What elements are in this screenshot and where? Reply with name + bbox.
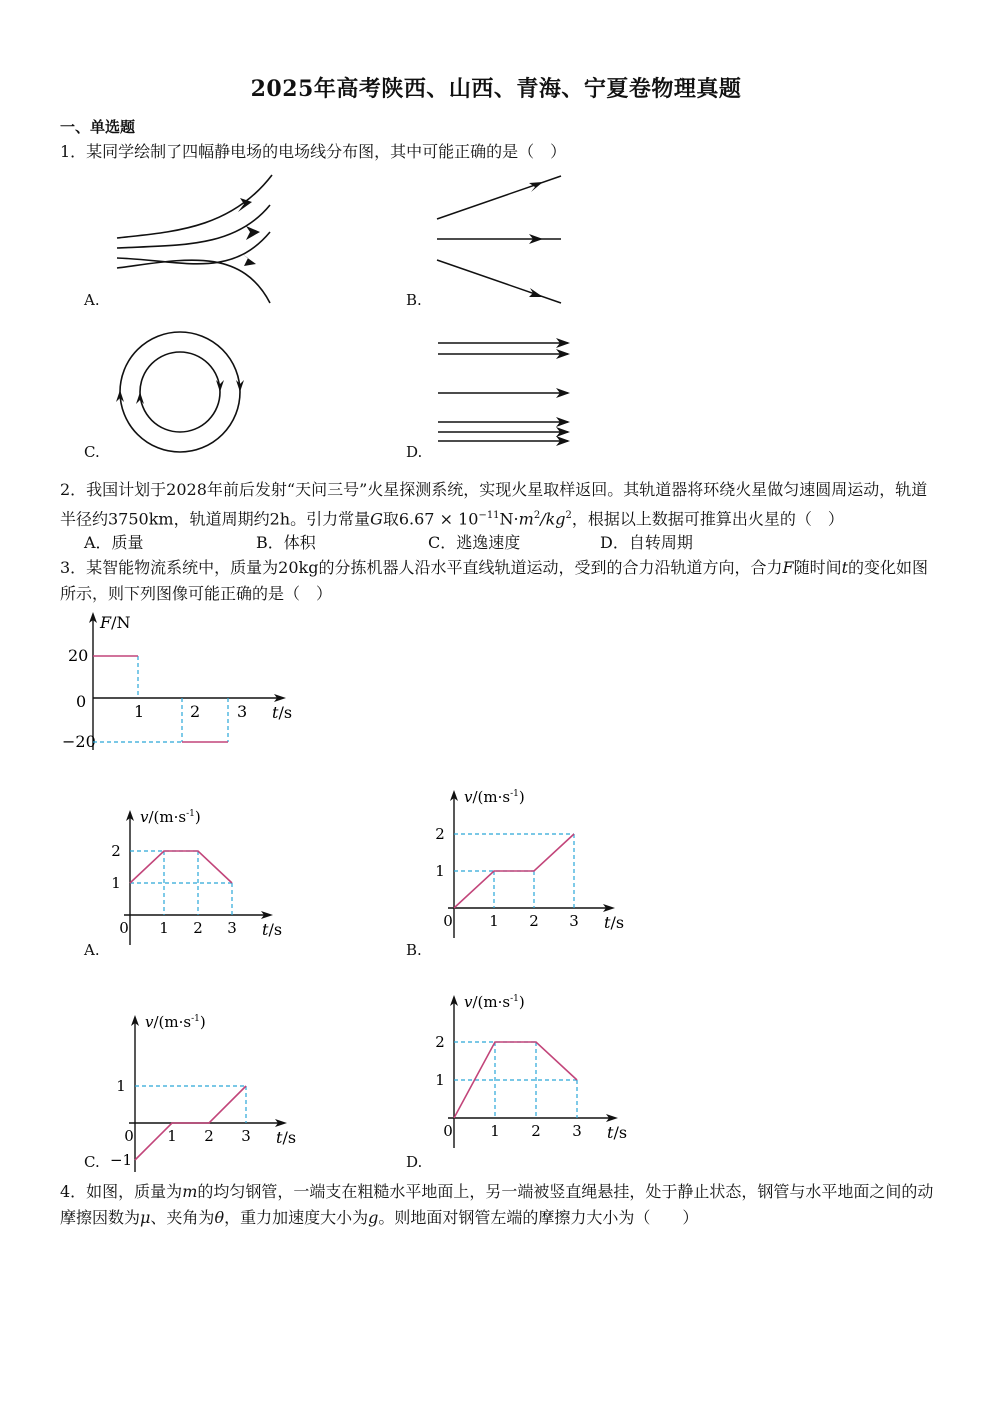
q1-diagram-c xyxy=(115,330,245,455)
y-tick-label: 2 xyxy=(111,842,121,860)
y-tick-label: 1 xyxy=(111,874,121,892)
y-axis-label: $v/(m\cdot s^{-1})$ xyxy=(140,808,201,826)
y-axis-label: $v/(m\cdot s^{-1})$ xyxy=(145,1013,206,1031)
arrow-head xyxy=(242,254,256,266)
v-graph-c xyxy=(109,1005,300,1169)
v-graph-d xyxy=(432,985,632,1165)
tick-neg20: −20 xyxy=(62,732,96,751)
q2-option-a: A．质量 xyxy=(84,533,144,552)
x-tick-label: 3 xyxy=(227,919,237,937)
q2-option-c: C．逃逸速度 xyxy=(428,533,521,552)
x-tick-label: 0 xyxy=(443,912,453,930)
y-tick-label: 2 xyxy=(435,1033,445,1051)
q1-label-d: D. xyxy=(406,443,423,461)
y-axis-label: $v/(m\cdot s^{-1})$ xyxy=(464,788,525,806)
q1-label-b: B. xyxy=(406,291,422,309)
y-axis-label: $v/(m\cdot s^{-1})$ xyxy=(464,993,525,1011)
x-tick-label: 3 xyxy=(572,1122,582,1140)
tick-20: 20 xyxy=(68,646,89,665)
question-4-text: 4．如图，质量为m的均匀钢管，一端支在粗糙水平地面上，另一端被竖直绳悬挂，处于静止状态，钢管与水平地面之间的动摩擦因数为μ、夹角为θ，重力加速度大小为g。则地面对钢管左端的摩擦力大小为（ ） xyxy=(60,1182,934,1227)
x-tick-label: 3 xyxy=(569,912,579,930)
y-tick-label: 1 xyxy=(116,1077,126,1095)
svg-text:F/N: F/N xyxy=(100,613,131,632)
q1-diagram-b xyxy=(435,172,565,307)
question-2-text: 2．我国计划于2028年前后发射“天问三号”火星探测系统，实现火星取样返回。其轨道器将环绕火星做匀速圆周运动，轨道半径约3750km，轨道周期约2h。引力常量G取$6.67 \times 10^{-11}N\cdot m^2/kg^2$，根据以上数据可推算出火星的（ ） xyxy=(60,480,928,529)
x-tick-label: 2 xyxy=(529,912,539,930)
section-heading: 一、单选题 xyxy=(60,118,136,136)
x-axis-label: t/s xyxy=(607,1123,628,1142)
y-tick-label: 1 xyxy=(435,862,445,880)
question-2-options xyxy=(84,530,772,553)
q1-diagram-d xyxy=(436,338,576,453)
x-axis-label: t/s xyxy=(604,913,625,932)
x-tick-label: 0 xyxy=(124,1127,134,1145)
x-tick-label: 2 xyxy=(204,1127,214,1145)
arrow-head xyxy=(246,226,260,240)
x-tick-label: 0 xyxy=(443,1122,453,1140)
question-1-text: 1．某同学绘制了四幅静电场的电场线分布图，其中可能正确的是（ ） xyxy=(60,142,567,161)
force-time-graph xyxy=(60,610,300,760)
velocity-curve xyxy=(454,1042,577,1118)
q1-label-c: C. xyxy=(84,443,100,461)
x-tick-label: 1 xyxy=(159,919,169,937)
x-tick-label: 2 xyxy=(193,919,203,937)
tick-x2: 2 xyxy=(190,702,201,721)
q2-option-b: B．体积 xyxy=(256,533,316,552)
y-tick-label: 1 xyxy=(435,1071,445,1089)
field-line xyxy=(117,260,270,303)
q2-option-d: D．自转周期 xyxy=(600,533,693,552)
svg-text:t/s: t/s xyxy=(272,703,293,722)
page-title: 2025年高考陕西、山西、青海、宁夏卷物理真题 xyxy=(250,76,742,102)
q3-label-d: D. xyxy=(406,1153,423,1171)
v-graph-b xyxy=(432,780,625,950)
q3-label-a: A. xyxy=(84,941,100,959)
tick-x1: 1 xyxy=(134,702,145,721)
question-3-text: 3．某智能物流系统中，质量为20kg的分拣机器人沿水平直线轨道运动，受到的合力沿轨道方向，合力F随时间t的变化如图所示，则下列图像可能正确的是（ ） xyxy=(60,558,929,603)
q1-diagram-a xyxy=(110,170,290,310)
y-tick-label: 2 xyxy=(435,825,445,843)
x-tick-label: 2 xyxy=(531,1122,541,1140)
x-axis-label: t/s xyxy=(262,920,283,939)
x-tick-label: 1 xyxy=(490,1122,500,1140)
tick-x3: 3 xyxy=(237,702,248,721)
x-tick-label: 0 xyxy=(119,919,129,937)
arrow-head xyxy=(136,392,144,404)
tick-0: 0 xyxy=(76,692,87,711)
x-tick-label: 1 xyxy=(489,912,499,930)
x-tick-label: 3 xyxy=(241,1127,251,1145)
field-line xyxy=(117,232,270,264)
v-graph-a xyxy=(110,800,283,950)
x-tick-label: 1 xyxy=(167,1127,177,1145)
q3-label-c: C. xyxy=(84,1153,100,1171)
x-axis-label: t/s xyxy=(276,1128,297,1147)
y-tick-label: −1 xyxy=(109,1151,133,1169)
q1-label-a: A. xyxy=(84,291,100,309)
arrow-head xyxy=(216,380,224,392)
q3-label-b: B. xyxy=(406,941,422,959)
velocity-curve xyxy=(130,851,232,883)
arrow-head xyxy=(236,380,244,392)
